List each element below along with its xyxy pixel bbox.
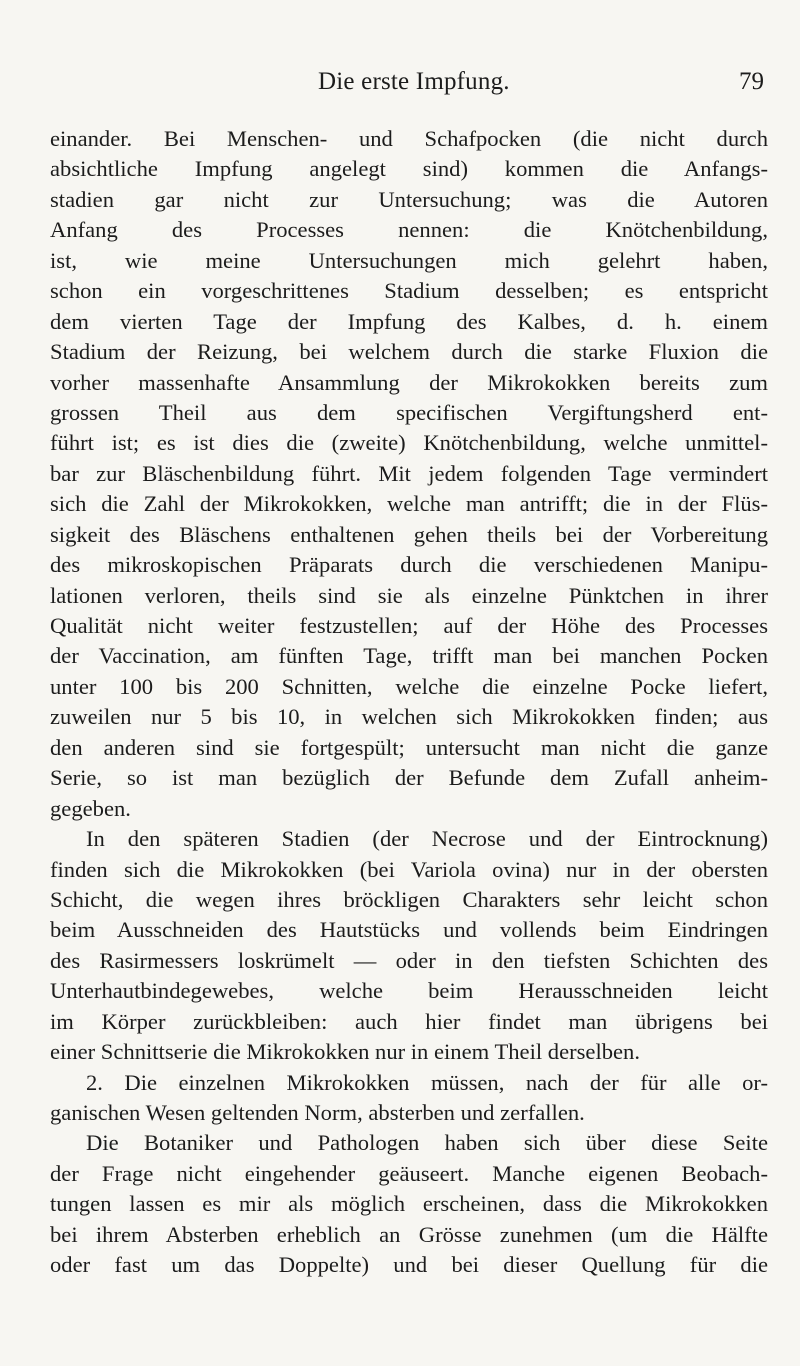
text-line: oder fast um das Doppelte) und bei dieser Quellung für die — [50, 1252, 768, 1278]
text-line: Unterhautbindegewebes, welche beim Herausschneiden leicht — [50, 978, 768, 1004]
text-line: Stadium der Reizung, bei welchem durch die starke Fluxion die — [50, 339, 768, 365]
text-line: einander. Bei Menschen- und Schafpocken (die nicht durch — [50, 126, 768, 151]
text-line: bar zur Bläschenbildung führt. Mit jedem folgenden Tage vermindert — [50, 460, 768, 486]
text-line: der Vaccination, am fünften Tage, trifft man bei manchen Pocken — [50, 643, 768, 669]
text-line: den anderen sind sie fortgespült; untersucht man nicht die ganze — [50, 734, 768, 760]
text-line: bei ihrem Absterben erheblich an Grösse zunehmen (um die Hälfte — [50, 1221, 768, 1247]
text-line: grossen Theil aus dem specifischen Vergiftungsherd ent- — [50, 399, 768, 425]
page-number: 79 — [739, 68, 764, 95]
text-line: tungen lassen es mir als möglich erscheinen, dass die Mikrokokken — [50, 1191, 768, 1217]
text-line: Serie, so ist man bezüglich der Befunde dem Zufall anheim- — [50, 765, 768, 791]
text-line: Anfang des Processes nennen: die Knötchenbildung, — [50, 217, 768, 243]
text-line: dem vierten Tage der Impfung des Kalbes, d. h. einem — [50, 308, 768, 334]
text-line: führt ist; es ist dies die (zweite) Knötchenbildung, welche unmittel- — [50, 430, 768, 456]
text-line: zuweilen nur 5 bis 10, in welchen sich Mikrokokken finden; aus — [50, 704, 768, 730]
text-line: vorher massenhafte Ansammlung der Mikrokokken bereits zum — [50, 369, 768, 395]
text-line: des mikroskopischen Präparats durch die verschiedenen Manipu- — [50, 552, 768, 578]
text-line: gegeben. — [50, 795, 131, 821]
text-line: Schicht, die wegen ihres bröckligen Charakters sehr leicht schon — [50, 886, 768, 912]
body-text — [50, 124, 768, 1281]
text-line: beim Ausschneiden des Hautstücks und vollends beim Eindringen — [50, 917, 768, 943]
text-line: sigkeit des Bläschens enthaltenen gehen theils bei der Vorbereitung — [50, 521, 768, 547]
text-line: des Rasirmessers loskrümelt — oder in den tiefsten Schichten des — [50, 947, 768, 973]
text-line: der Frage nicht eingehender geäuseert. Manche eigenen Beobach- — [50, 1160, 768, 1186]
text-line: einer Schnittserie die Mikrokokken nur in einem Theil derselben. — [50, 1039, 640, 1065]
text-line: im Körper zurückbleiben: auch hier findet man übrigens bei — [50, 1008, 768, 1034]
text-line: schon ein vorgeschrittenes Stadium desselben; es entspricht — [50, 278, 768, 304]
text-line: Die Botaniker und Pathologen haben sich über diese Seite — [86, 1130, 768, 1156]
text-line: ganischen Wesen geltenden Norm, absterben und zerfallen. — [50, 1100, 585, 1125]
text-line: lationen verloren, theils sind sie als einzelne Pünktchen in ihrer — [50, 582, 768, 608]
text-line: unter 100 bis 200 Schnitten, welche die einzelne Pocke liefert, — [50, 673, 768, 699]
text-line: stadien gar nicht zur Untersuchung; was die Autoren — [50, 186, 768, 212]
text-line: absichtliche Impfung angelegt sind) kommen die Anfangs- — [50, 156, 768, 182]
text-line: 2. Die einzelnen Mikrokokken müssen, nach der für alle or- — [86, 1069, 768, 1095]
page-header — [0, 68, 800, 104]
text-line: sich die Zahl der Mikrokokken, welche man antrifft; die in der Flüs- — [50, 491, 768, 517]
running-title: Die erste Impfung. — [318, 68, 510, 95]
text-line: finden sich die Mikrokokken (bei Variola ovina) nur in der obersten — [50, 856, 768, 882]
text-line: In den späteren Stadien (der Necrose und der Eintrocknung) — [86, 826, 768, 852]
text-line: ist, wie meine Untersuchungen mich gelehrt haben, — [50, 247, 768, 273]
text-line: Qualität nicht weiter festzustellen; auf der Höhe des Processes — [50, 613, 768, 638]
